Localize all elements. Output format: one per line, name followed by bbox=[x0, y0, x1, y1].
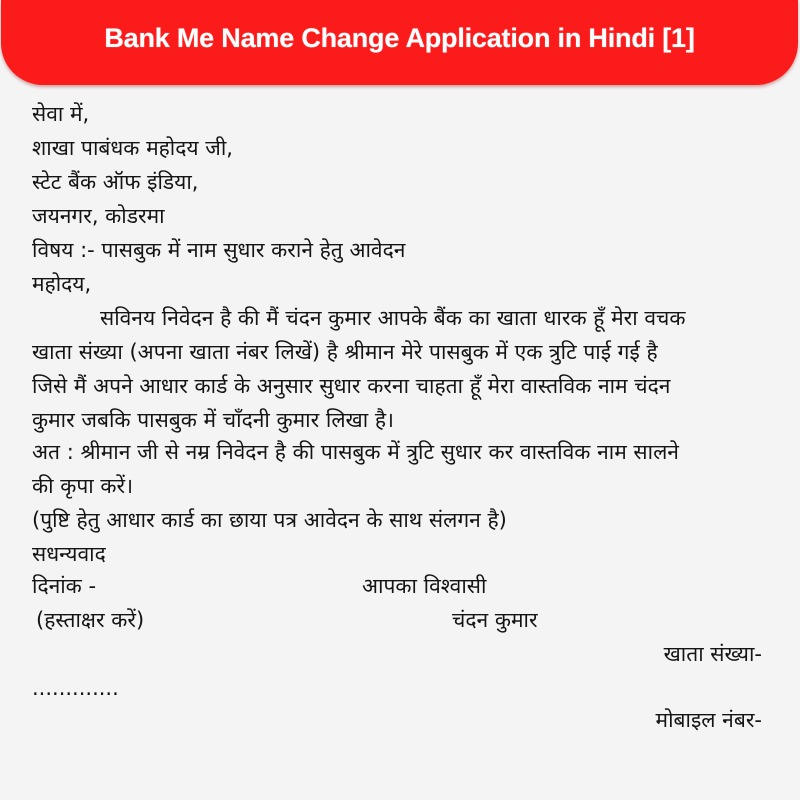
salutation-to: सेवा में, bbox=[32, 102, 90, 126]
mobile-number-label: मोबाइल नंबर- bbox=[655, 708, 762, 732]
sender-name: चंदन कुमार bbox=[452, 608, 538, 632]
signature-label: (हस्ताक्षर करें) bbox=[36, 608, 145, 632]
recipient: शाखा पाबंधक महोदय जी, bbox=[32, 136, 233, 160]
body-line: खाता संख्या (अपना खाता नंबर लिखें) है श्रीमान मेरे पासबुक में एक त्रुटि पाई गई है bbox=[32, 340, 658, 364]
body-line: कुमार जबकि पासबुक में चाँदनी कुमार लिखा है। bbox=[32, 408, 394, 432]
body-line: की कृपा करें। bbox=[32, 474, 134, 498]
subject-line: विषय :- पासबुक में नाम सुधार कराने हेतु आवेदन bbox=[32, 238, 406, 262]
date-label: दिनांक - bbox=[32, 574, 97, 598]
body-line: जिसे मैं अपने आधार कार्ड के अनुसार सुधार करना चाहता हूँ मेरा वास्तविक नाम चंदन bbox=[32, 374, 671, 398]
yours-faithfully: आपका विश्वासी bbox=[362, 574, 487, 598]
branch-location: जयनगर, कोडरमा bbox=[32, 204, 165, 228]
greeting: महोदय, bbox=[32, 272, 92, 296]
dotted-line: ............. bbox=[32, 676, 119, 700]
body-line: अत : श्रीमान जी से नम्र निवेदन है की पासबुक में त्रुटि सुधार कर वास्तविक नाम सालने bbox=[32, 440, 679, 464]
body-line: सविनय निवेदन है की मैं चंदन कुमार आपके बैंक का खाता धारक हूँ मेरा वचक bbox=[100, 306, 686, 330]
attachment-note: (पुष्टि हेतु आधार कार्ड का छाया पत्र आवेदन के साथ संलगन है) bbox=[32, 508, 507, 532]
closing: सधन्यवाद bbox=[32, 542, 106, 566]
account-number-label: खाता संख्या- bbox=[663, 642, 762, 666]
page-title: Bank Me Name Change Application in Hindi [1] bbox=[104, 23, 695, 53]
bank-name: स्टेट बैंक ऑफ इंडिया, bbox=[32, 170, 199, 194]
